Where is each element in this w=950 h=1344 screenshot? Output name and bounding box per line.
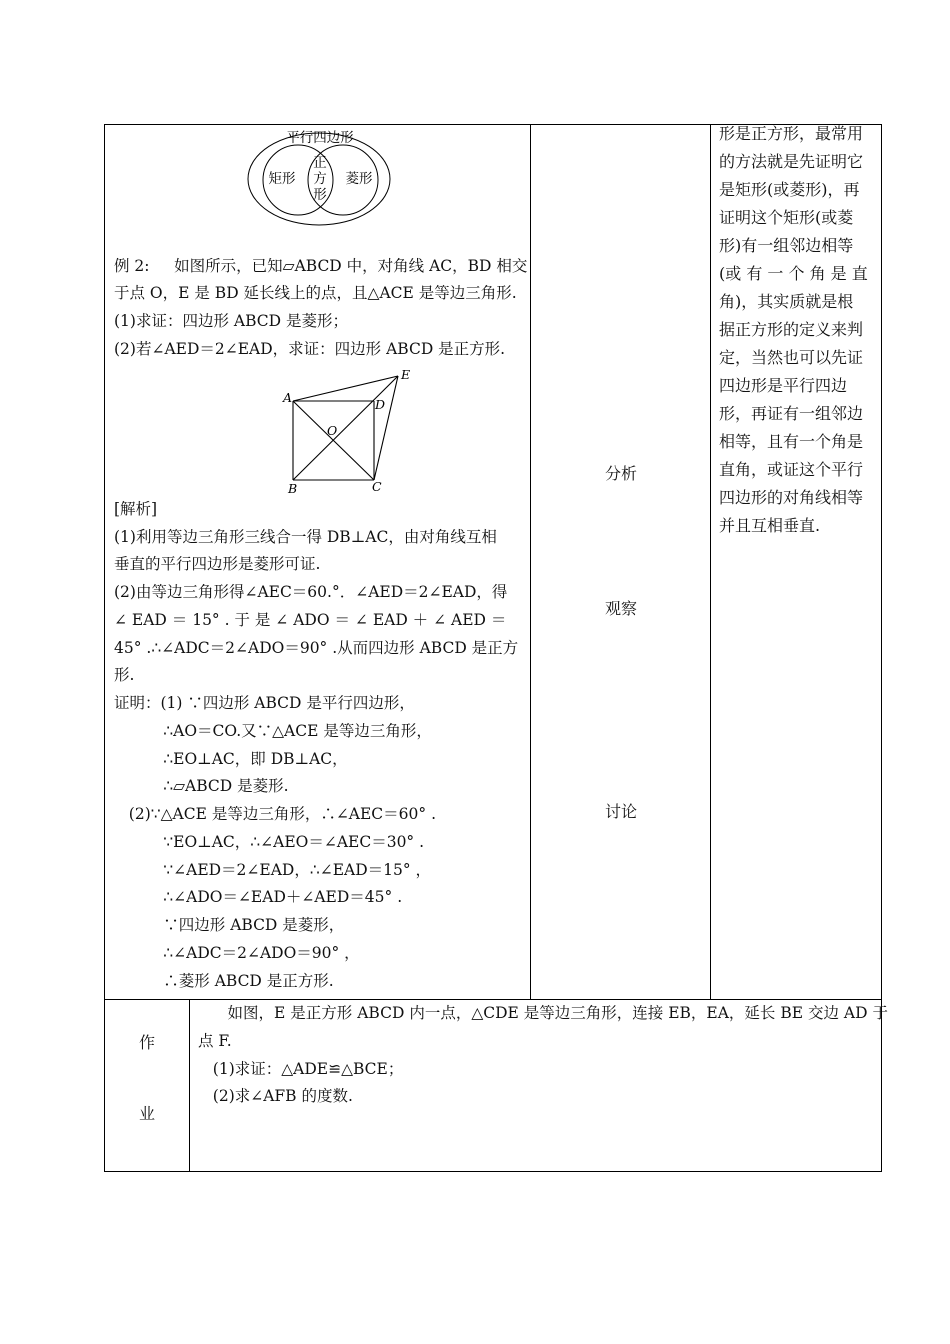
proof-line-11: ∴菱形 ABCD 是正方形. — [114, 972, 334, 990]
venn-center-char-3: 形 — [313, 187, 327, 203]
analysis-heading: [解析] — [114, 500, 158, 518]
column-divider-2 — [710, 124, 711, 1000]
venn-outer-label: 平行四边形 — [286, 130, 354, 146]
label-analysis: 分析 — [605, 464, 638, 483]
square-figure — [280, 364, 420, 498]
homework-line-4: (2)求∠AFB 的度数. — [198, 1087, 353, 1105]
proof-line-5: (2)∵△ACE 是等边三角形，∴∠AEC＝60° . — [114, 805, 436, 823]
point-label-e: E — [401, 367, 411, 382]
right-note-line-1: 形是正方形，最常用 — [719, 124, 864, 143]
example-question-2: (2)若∠AED＝2∠EAD，求证：四边形 ABCD 是正方形. — [114, 340, 506, 358]
venn-left-label: 矩形 — [268, 171, 296, 187]
point-label-b: B — [288, 481, 298, 496]
right-note-line-4: 证明这个矩形(或菱 — [719, 208, 854, 227]
right-note-line-2: 的方法就是先证明它 — [719, 152, 864, 171]
venn-diagram — [240, 124, 400, 228]
proof-line-6: ∵EO⊥AC，∴∠AEO＝∠AEC＝30° . — [114, 833, 425, 851]
venn-center-char-2: 方 — [313, 171, 327, 187]
right-note-line-7: 角)，其实质就是根 — [719, 292, 854, 311]
homework-line-1: 如图，E 是正方形 ABCD 内一点，△CDE 是等边三角形，连接 EB，EA，延长 BE 交边 AD 于 — [198, 1004, 888, 1022]
homework-line-3: (1)求证：△ADE≌△BCE； — [198, 1060, 404, 1078]
homework-line-2: 点 F. — [198, 1032, 232, 1050]
right-note-line-9: 定，当然也可以先证 — [719, 348, 864, 367]
right-note-line-15: 并且互相垂直. — [719, 516, 821, 535]
proof-line-7: ∵∠AED＝2∠EAD，∴∠EAD＝15° ， — [114, 861, 432, 879]
proof-line-3: ∴EO⊥AC，即 DB⊥AC， — [114, 750, 348, 768]
right-note-line-3: 是矩形(或菱形)，再 — [719, 180, 860, 199]
right-note-line-12: 相等，且有一个角是 — [719, 432, 864, 451]
proof-line-8: ∴∠ADO＝∠EAD＋∠AED＝45° . — [114, 888, 403, 906]
homework-divider — [189, 999, 190, 1172]
homework-label-char-2: 业 — [139, 1104, 156, 1123]
analysis-line-3: (2)由等边三角形得∠AEC＝60.°．∠AED＝2∠EAD，得 — [114, 583, 508, 601]
point-label-o: O — [327, 423, 338, 438]
proof-line-1: 证明：(1) ∵四边形 ABCD 是平行四边形， — [114, 694, 415, 712]
analysis-line-4: ∠ EAD ＝ 15° . 于 是 ∠ ADO ＝ ∠ EAD ＋ ∠ AED ＝ — [114, 611, 507, 629]
example-question-1: (1)求证：四边形 ABCD 是菱形； — [114, 312, 348, 330]
example-title-line-2: 于点 O，E 是 BD 延长线上的点，且△ACE 是等边三角形. — [114, 284, 517, 302]
analysis-line-1: (1)利用等边三角形三线合一得 DB⊥AC，由对角线互相 — [114, 528, 497, 546]
table-bottom-border — [104, 1171, 882, 1172]
analysis-line-5: 45° .∴∠ADC＝2∠ADO＝90° .从而四边形 ABCD 是正方 — [114, 639, 519, 657]
example-title-line-1: 例 2: 如图所示，已知▱ABCD 中，对角线 AC，BD 相交 — [114, 257, 528, 275]
point-label-a: A — [283, 390, 293, 405]
proof-line-4: ∴▱ABCD 是菱形. — [114, 777, 289, 795]
column-divider-1 — [530, 124, 531, 1000]
analysis-line-6: 形. — [114, 666, 135, 684]
proof-line-10: ∴∠ADC＝2∠ADO＝90° ， — [114, 944, 360, 962]
label-discuss: 讨论 — [605, 802, 638, 821]
right-note-line-10: 四边形是平行四边 — [719, 376, 848, 395]
label-observe: 观察 — [605, 599, 638, 618]
venn-center-char-1: 正 — [313, 155, 327, 171]
analysis-line-2: 垂直的平行四边形是菱形可证. — [114, 555, 321, 573]
venn-right-label: 菱形 — [345, 171, 373, 187]
right-note-line-5: 形)有一组邻边相等 — [719, 236, 854, 255]
homework-label-char-1: 作 — [139, 1033, 156, 1052]
right-note-line-8: 据正方形的定义来判 — [719, 320, 864, 339]
right-note-line-6: (或 有 一 个 角 是 直 — [719, 264, 868, 283]
point-label-d: D — [375, 397, 386, 412]
proof-line-9: ∵四边形 ABCD 是菱形， — [114, 916, 345, 934]
right-note-line-14: 四边形的对角线相等 — [719, 488, 864, 507]
table-left-border — [104, 124, 105, 1172]
right-note-line-13: 直角，或证这个平行 — [719, 460, 864, 479]
proof-line-2: ∴AO＝CO.又∵△ACE 是等边三角形， — [114, 722, 432, 740]
point-label-c: C — [372, 479, 382, 494]
right-note-line-11: 形，再证有一组邻边 — [719, 404, 864, 423]
